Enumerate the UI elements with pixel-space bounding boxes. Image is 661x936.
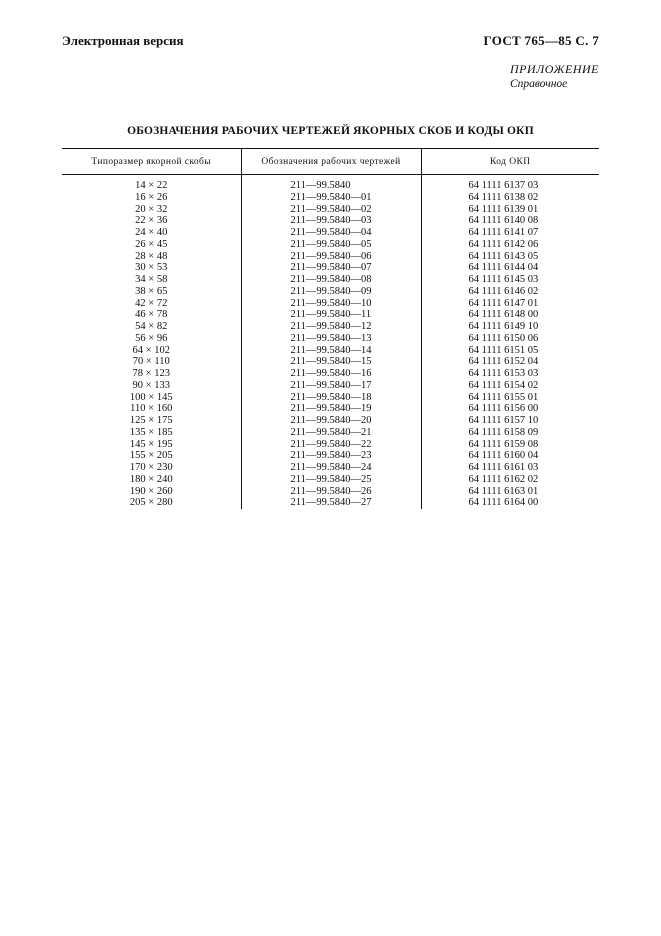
table-row (62, 333, 599, 345)
table-row (62, 427, 599, 439)
cell-drawing-number: 211—99.5840—11 (241, 309, 421, 321)
table-row (62, 204, 599, 216)
cell-okp-code: 64 1111 6148 00 (421, 309, 599, 321)
table-title: ОБОЗНАЧЕНИЯ РАБОЧИХ ЧЕРТЕЖЕЙ ЯКОРНЫХ СКОБ И КОДЫ ОКП (127, 125, 534, 137)
cell-size: 145 × 195 (129, 438, 173, 450)
cell-drawing-number: 211—99.5840—20 (241, 415, 421, 427)
cell-okp-code: 64 1111 6153 03 (421, 368, 599, 380)
cell-okp-code: 64 1111 6149 10 (421, 321, 599, 333)
cell-okp-code: 64 1111 6152 04 (421, 356, 599, 368)
cell-drawing-number: 211—99.5840—26 (241, 486, 421, 498)
cell-okp-code: 64 1111 6142 06 (421, 239, 599, 251)
cell-okp-code: 64 1111 6145 03 (421, 274, 599, 286)
column-header-okp-code: Код ОКП (421, 149, 599, 175)
cell-size: 24 × 40 (135, 227, 168, 238)
table-row (62, 309, 599, 321)
table-row (62, 392, 599, 404)
cell-size: 38 × 65 (135, 285, 168, 297)
cell-okp-code: 64 1111 6161 03 (421, 462, 599, 474)
table-row (62, 239, 599, 251)
column-header-drawing: Обозначения рабочих чертежей (241, 149, 421, 175)
cell-drawing-number: 211—99.5840—08 (241, 274, 421, 286)
cell-drawing-number: 211—99.5840—10 (241, 298, 421, 310)
cell-drawing-number: 211—99.5840—25 (241, 474, 421, 486)
cell-size: 16 × 26 (135, 191, 168, 203)
cell-drawing-number: 211—99.5840—22 (241, 439, 421, 451)
cell-size: 22 × 36 (135, 215, 168, 227)
table-row (62, 450, 599, 462)
table-row (62, 439, 599, 451)
cell-drawing-number: 211—99.5840—01 (241, 192, 421, 204)
appendix-label: ПРИЛОЖЕНИЕ (510, 62, 599, 76)
cell-okp-code: 64 1111 6141 07 (421, 227, 599, 239)
cell-okp-code: 64 1111 6160 04 (421, 450, 599, 462)
cell-drawing-number: 211—99.5840—12 (241, 321, 421, 333)
cell-drawing-number: 211—99.5840—13 (241, 333, 421, 345)
header-standard-page: ГОСТ 765—85 С. 7 (483, 33, 599, 48)
cell-drawing-number: 211—99.5840—07 (241, 262, 421, 274)
cell-okp-code: 64 1111 6164 00 (421, 497, 599, 509)
anchor-shackle-table (62, 148, 599, 509)
cell-size: 54 × 82 (135, 321, 168, 332)
cell-size: 20 × 32 (135, 203, 168, 215)
header-edition-label: Электронная версия (62, 33, 184, 48)
appendix-sublabel: Справочное (510, 78, 568, 90)
table-row (62, 321, 599, 333)
cell-size: 78 × 123 (132, 368, 170, 379)
cell-okp-code: 64 1111 6147 01 (421, 298, 599, 310)
table-row (62, 192, 599, 204)
cell-drawing-number: 211—99.5840—27 (241, 497, 421, 509)
table-row (62, 368, 599, 380)
table-row (62, 403, 599, 415)
cell-drawing-number: 211—99.5840—14 (241, 345, 421, 357)
cell-size: 42 × 72 (135, 297, 168, 309)
cell-drawing-number: 211—99.5840—09 (241, 286, 421, 298)
cell-okp-code: 64 1111 6155 01 (421, 392, 599, 404)
table-row (62, 486, 599, 498)
cell-size: 46 × 78 (135, 309, 168, 321)
cell-size: 90 × 133 (132, 379, 170, 391)
cell-okp-code: 64 1111 6143 05 (421, 251, 599, 263)
cell-okp-code: 64 1111 6156 00 (421, 403, 599, 415)
column-header-size: Типоразмер якорной скобы (62, 149, 241, 175)
table-row (62, 175, 599, 192)
table-row (62, 227, 599, 239)
table-row (62, 497, 599, 509)
cell-drawing-number: 211—99.5840—05 (241, 239, 421, 251)
cell-size: 100 × 145 (129, 391, 173, 403)
cell-drawing-number: 211—99.5840—16 (241, 368, 421, 380)
cell-size: 155 × 205 (129, 450, 173, 462)
cell-size: 110 × 160 (130, 403, 173, 415)
cell-drawing-number: 211—99.5840—19 (241, 403, 421, 415)
cell-drawing-number: 211—99.5840—02 (241, 204, 421, 216)
cell-size: 34 × 58 (135, 274, 168, 285)
cell-size: 28 × 48 (135, 250, 168, 262)
cell-okp-code: 64 1111 6140 08 (421, 215, 599, 227)
table-row (62, 298, 599, 310)
cell-size: 26 × 45 (135, 238, 168, 250)
cell-size: 190 × 260 (129, 485, 173, 497)
cell-size: 70 × 110 (132, 356, 170, 368)
cell-okp-code: 64 1111 6158 09 (421, 427, 599, 439)
cell-drawing-number: 211—99.5840—06 (241, 251, 421, 263)
table-row (62, 274, 599, 286)
cell-size: 30 × 53 (135, 262, 168, 274)
table-row (62, 415, 599, 427)
cell-size: 64 × 102 (132, 344, 170, 356)
cell-size: 170 × 230 (129, 462, 173, 473)
cell-drawing-number: 211—99.5840—04 (241, 227, 421, 239)
appendix-block (510, 62, 599, 90)
table-row (62, 380, 599, 392)
table-row (62, 356, 599, 368)
cell-drawing-number: 211—99.5840—21 (241, 427, 421, 439)
cell-drawing-number: 211—99.5840—17 (241, 380, 421, 392)
cell-okp-code: 64 1111 6150 06 (421, 333, 599, 345)
table-body (62, 175, 599, 510)
cell-okp-code: 64 1111 6163 01 (421, 486, 599, 498)
cell-size: 56 × 96 (135, 332, 168, 344)
cell-drawing-number: 211—99.5840—24 (241, 462, 421, 474)
cell-okp-code: 64 1111 6138 02 (421, 192, 599, 204)
cell-size: 205 × 280 (129, 497, 173, 509)
cell-size: 135 × 185 (129, 426, 173, 438)
table-row (62, 345, 599, 357)
cell-okp-code: 64 1111 6154 02 (421, 380, 599, 392)
cell-okp-code: 64 1111 6139 01 (421, 204, 599, 216)
cell-drawing-number: 211—99.5840—23 (241, 450, 421, 462)
cell-drawing-number: 211—99.5840—18 (241, 392, 421, 404)
table-header-row (62, 149, 599, 175)
cell-okp-code: 64 1111 6159 08 (421, 439, 599, 451)
table-row (62, 262, 599, 274)
cell-okp-code: 64 1111 6157 10 (421, 415, 599, 427)
cell-drawing-number: 211—99.5840—15 (241, 356, 421, 368)
cell-drawing-number: 211—99.5840 (241, 175, 421, 192)
table-row (62, 462, 599, 474)
cell-okp-code: 64 1111 6146 02 (421, 286, 599, 298)
cell-size: 14 × 22 (135, 180, 168, 191)
table-row (62, 286, 599, 298)
cell-drawing-number: 211—99.5840—03 (241, 215, 421, 227)
table-row (62, 474, 599, 486)
cell-okp-code: 64 1111 6162 02 (421, 474, 599, 486)
cell-size: 125 × 175 (129, 415, 173, 426)
cell-okp-code: 64 1111 6144 04 (421, 262, 599, 274)
cell-okp-code: 64 1111 6151 05 (421, 345, 599, 357)
table-row (62, 251, 599, 263)
cell-size: 180 × 240 (129, 473, 173, 485)
table-row (62, 215, 599, 227)
cell-okp-code: 64 1111 6137 03 (421, 175, 599, 192)
